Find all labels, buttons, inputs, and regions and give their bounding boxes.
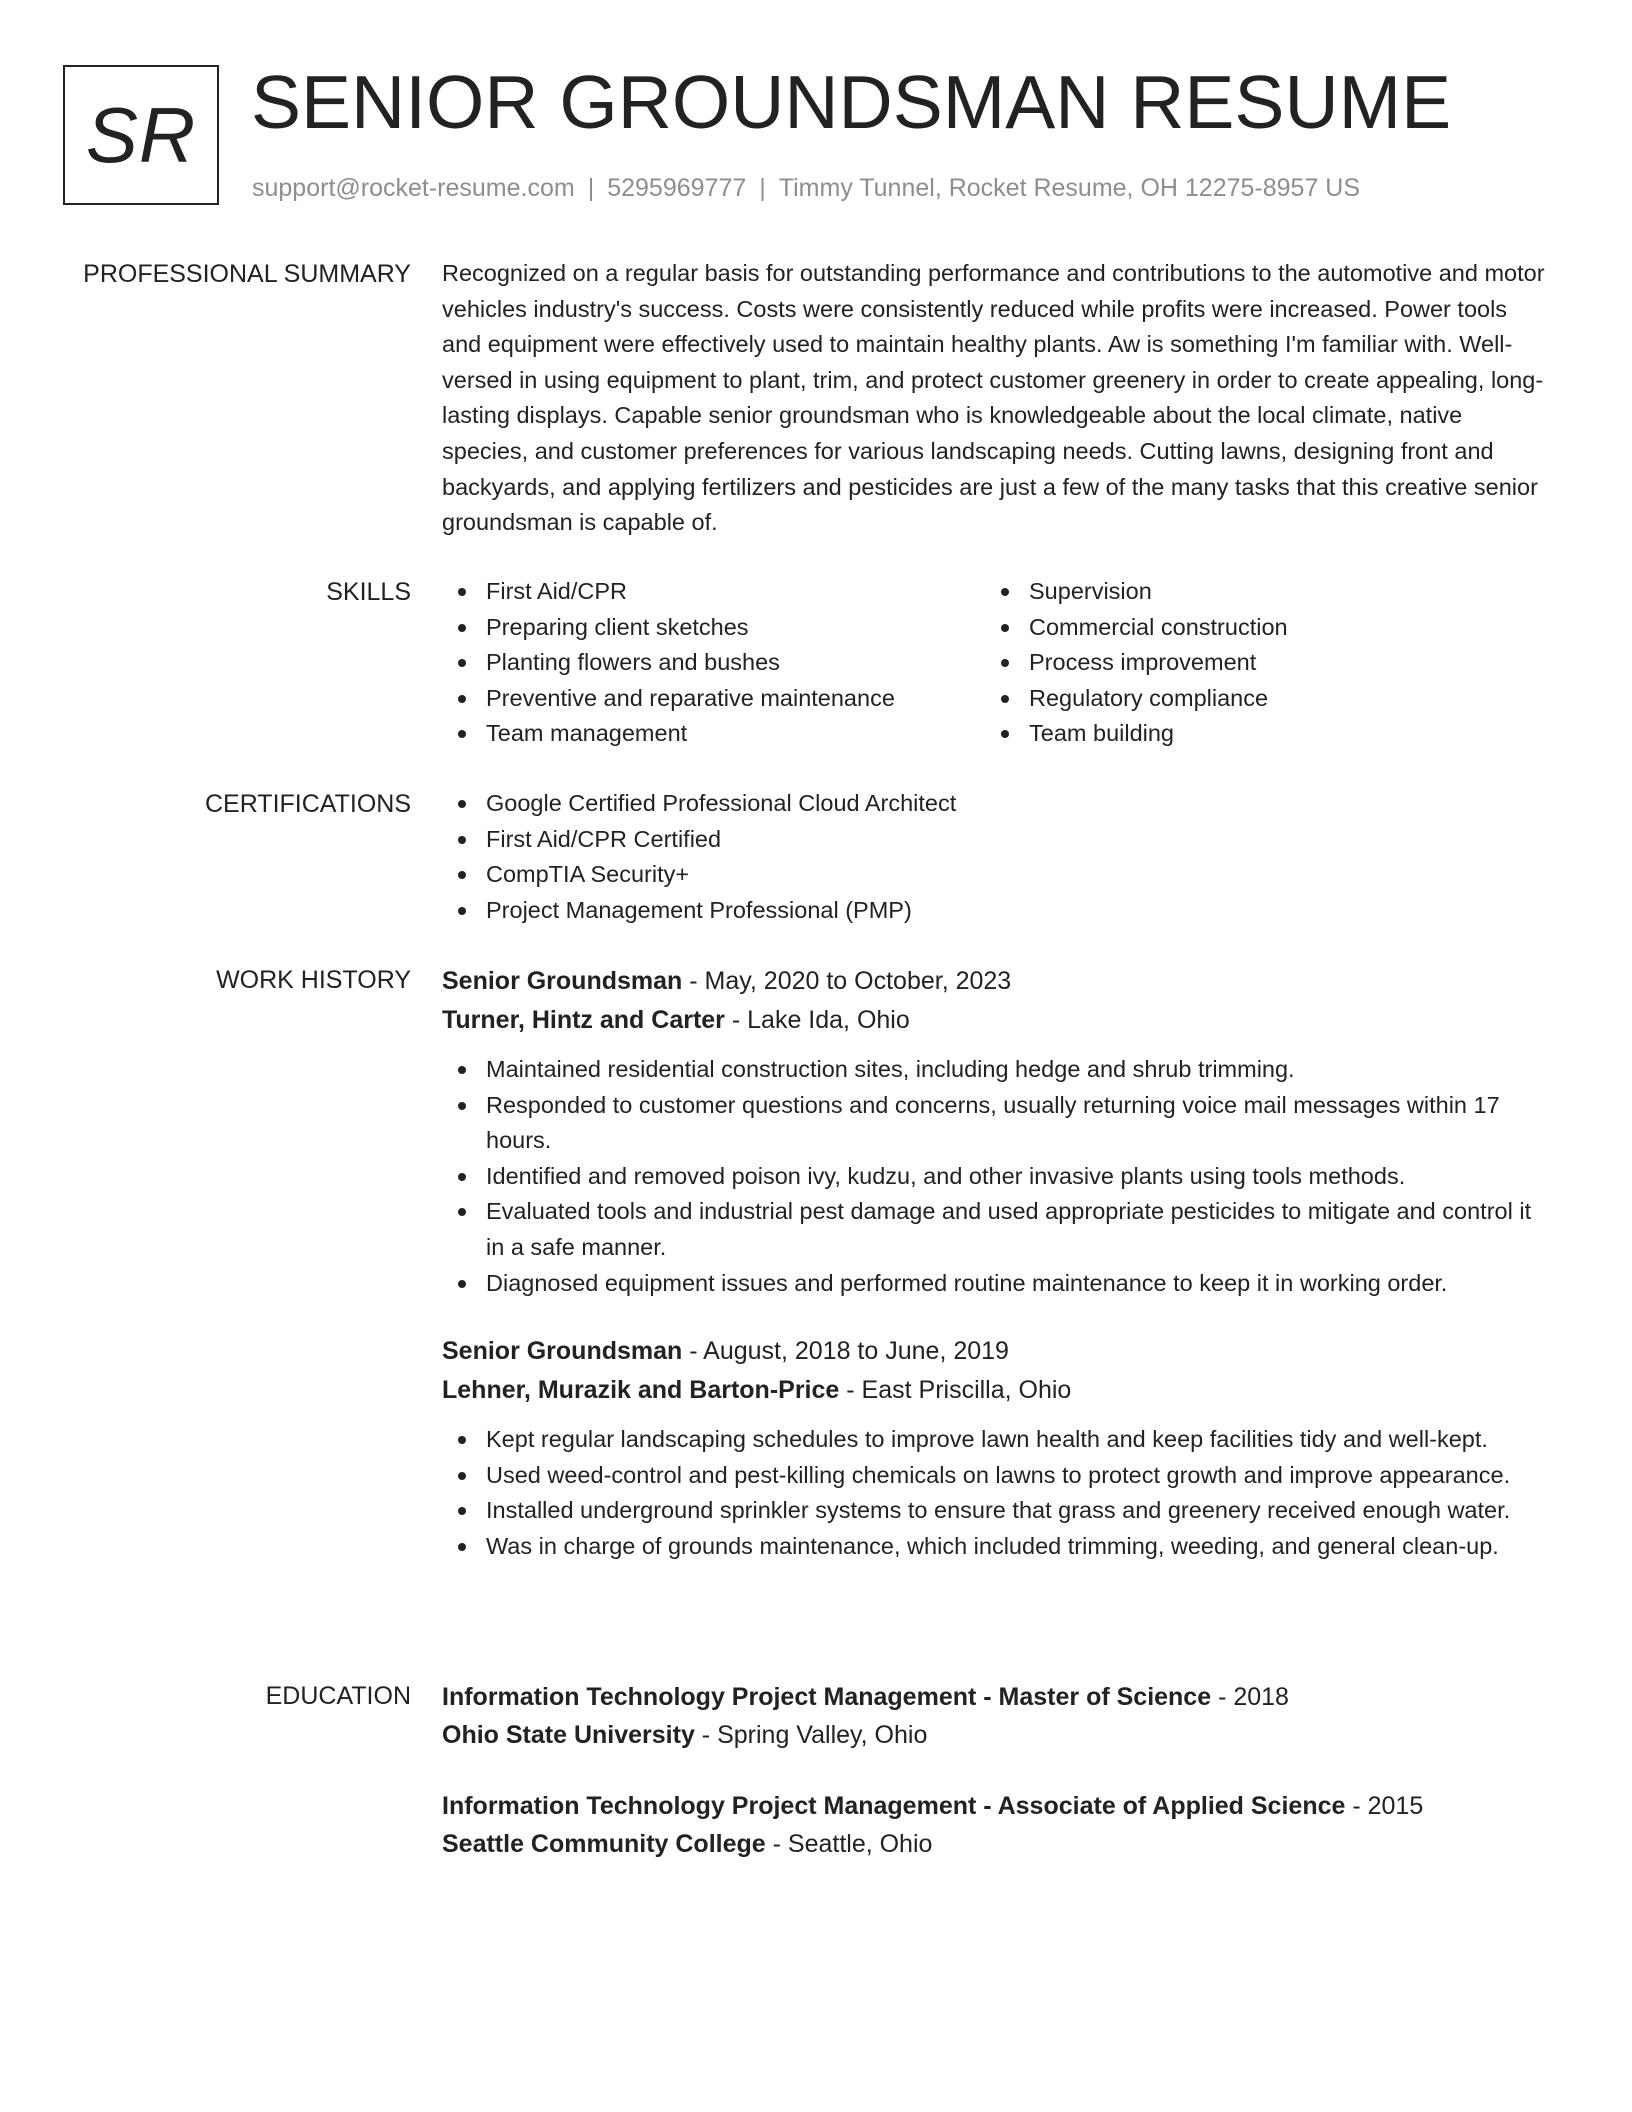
education-degree: Information Technology Project Management - Master of Science bbox=[442, 1683, 1212, 1711]
list-item: Project Management Professional (PMP) bbox=[442, 893, 1552, 929]
list-item: First Aid/CPR Certified bbox=[442, 822, 1552, 858]
job-title: Senior Groundsman bbox=[442, 967, 683, 995]
skills-grid bbox=[442, 574, 1552, 752]
contact-address: Timmy Tunnel, Rocket Resume, OH 12275-8957 US bbox=[778, 174, 1361, 202]
list-item: First Aid/CPR bbox=[442, 574, 985, 610]
list-item: Responded to customer questions and concerns, usually returning voice mail messages within 17 hours. bbox=[442, 1088, 1552, 1159]
skills-body bbox=[442, 574, 1552, 752]
list-item: Preventive and reparative maintenance bbox=[442, 681, 985, 717]
contact-line bbox=[252, 172, 1360, 204]
certifications-list bbox=[442, 786, 1552, 928]
job-title-line bbox=[442, 1332, 1552, 1371]
list-item: Planting flowers and bushes bbox=[442, 645, 985, 681]
resume-title: SENIOR GROUNDSMAN RESUME bbox=[251, 60, 1452, 144]
contact-email[interactable]: support@rocket-resume.com bbox=[252, 174, 575, 202]
education-degree-line bbox=[442, 1678, 1552, 1716]
contact-separator: | bbox=[759, 174, 766, 202]
job-entry bbox=[442, 1332, 1552, 1564]
summary-text: Recognized on a regular basis for outstanding performance and contributions to the automotive and motor vehicles industry's success. Costs were consistently reduced while profits were increased. Power tools and equipment were effectively used to maintain healthy plants. Aw is something I'm familiar with. Well-versed in using equipment to plant, trim, and protect customer greenery in order to create appealing, long-lasting displays. Capable senior groundsman who is knowledgeable about the local climate, native species, and customer preferences for various landscaping needs. Cutting lawns, designing front and backyards, and applying fertilizers and pesticides are just a few of the many tasks that this creative senior groundsman is capable of. bbox=[442, 260, 1545, 536]
list-item: Team management bbox=[442, 716, 985, 752]
education-entry bbox=[442, 1678, 1552, 1754]
list-item: Evaluated tools and industrial pest damage and used appropriate pesticides to mitigate and control it in a safe manner. bbox=[442, 1194, 1552, 1265]
education-heading: EDUCATION bbox=[265, 1682, 411, 1710]
job-company: Turner, Hintz and Carter bbox=[442, 1006, 725, 1034]
education-degree: Information Technology Project Management - Associate of Applied Science bbox=[442, 1792, 1346, 1820]
list-item: Preparing client sketches bbox=[442, 610, 985, 646]
job-title: Senior Groundsman bbox=[442, 1337, 683, 1366]
education-school: Ohio State University bbox=[442, 1721, 695, 1749]
education-body bbox=[442, 1678, 1552, 1863]
work-history-heading: WORK HISTORY bbox=[216, 966, 411, 994]
education-degree-line bbox=[442, 1787, 1552, 1825]
list-item: Process improvement bbox=[985, 645, 1528, 681]
list-item: Identified and removed poison ivy, kudzu, and other invasive plants using tools methods. bbox=[442, 1159, 1552, 1195]
contact-phone[interactable]: 5295969777 bbox=[607, 174, 747, 202]
monogram-initials: SR bbox=[85, 90, 197, 179]
job-company-line bbox=[442, 1001, 1552, 1040]
list-item: Used weed-control and pest-killing chemicals on lawns to protect growth and improve appearance. bbox=[442, 1458, 1552, 1494]
certifications-body bbox=[442, 786, 1552, 928]
education-school-line bbox=[442, 1716, 1552, 1754]
job-title-line bbox=[442, 962, 1552, 1001]
list-item: Google Certified Professional Cloud Architect bbox=[442, 786, 1552, 822]
job-location: - Lake Ida, Ohio bbox=[724, 1006, 910, 1034]
job-company: Lehner, Murazik and Barton-Price bbox=[442, 1376, 840, 1405]
monogram-logo bbox=[63, 65, 219, 205]
education-year: - 2018 bbox=[1211, 1683, 1289, 1711]
list-item: Commercial construction bbox=[985, 610, 1528, 646]
list-item: Kept regular landscaping schedules to improve lawn health and keep facilities tidy and well-kept. bbox=[442, 1422, 1552, 1458]
work-history-body bbox=[442, 962, 1552, 1565]
list-item: Regulatory compliance bbox=[985, 681, 1528, 717]
education-school: Seattle Community College bbox=[442, 1830, 766, 1858]
skills-left-column bbox=[442, 574, 985, 752]
summary-heading: PROFESSIONAL SUMMARY bbox=[83, 260, 411, 288]
list-item: Supervision bbox=[985, 574, 1528, 610]
list-item: Installed underground sprinkler systems to ensure that grass and greenery received enough water. bbox=[442, 1493, 1552, 1529]
job-dates: - May, 2020 to October, 2023 bbox=[682, 967, 1012, 995]
list-item: CompTIA Security+ bbox=[442, 857, 1552, 893]
job-dates: - August, 2018 to June, 2019 bbox=[682, 1337, 1009, 1366]
list-item: Team building bbox=[985, 716, 1528, 752]
job-location: - East Priscilla, Ohio bbox=[839, 1376, 1072, 1405]
education-entry bbox=[442, 1787, 1552, 1863]
skills-right-column bbox=[985, 574, 1528, 752]
job-company-line bbox=[442, 1371, 1552, 1410]
education-year: - 2015 bbox=[1345, 1792, 1424, 1820]
list-item: Maintained residential construction sites, including hedge and shrub trimming. bbox=[442, 1052, 1552, 1088]
list-item: Was in charge of grounds maintenance, which included trimming, weeding, and general clean-up. bbox=[442, 1529, 1552, 1565]
job-entry bbox=[442, 962, 1552, 1301]
certifications-heading: CERTIFICATIONS bbox=[204, 790, 411, 818]
education-school-line bbox=[442, 1825, 1552, 1863]
education-location: - Spring Valley, Ohio bbox=[694, 1721, 928, 1749]
job-bullets bbox=[442, 1422, 1552, 1564]
skills-heading: SKILLS bbox=[326, 578, 411, 606]
education-location: - Seattle, Ohio bbox=[765, 1830, 933, 1858]
list-item: Diagnosed equipment issues and performed routine maintenance to keep it in working order. bbox=[442, 1266, 1552, 1302]
contact-separator: | bbox=[587, 174, 595, 202]
job-bullets bbox=[442, 1052, 1552, 1301]
